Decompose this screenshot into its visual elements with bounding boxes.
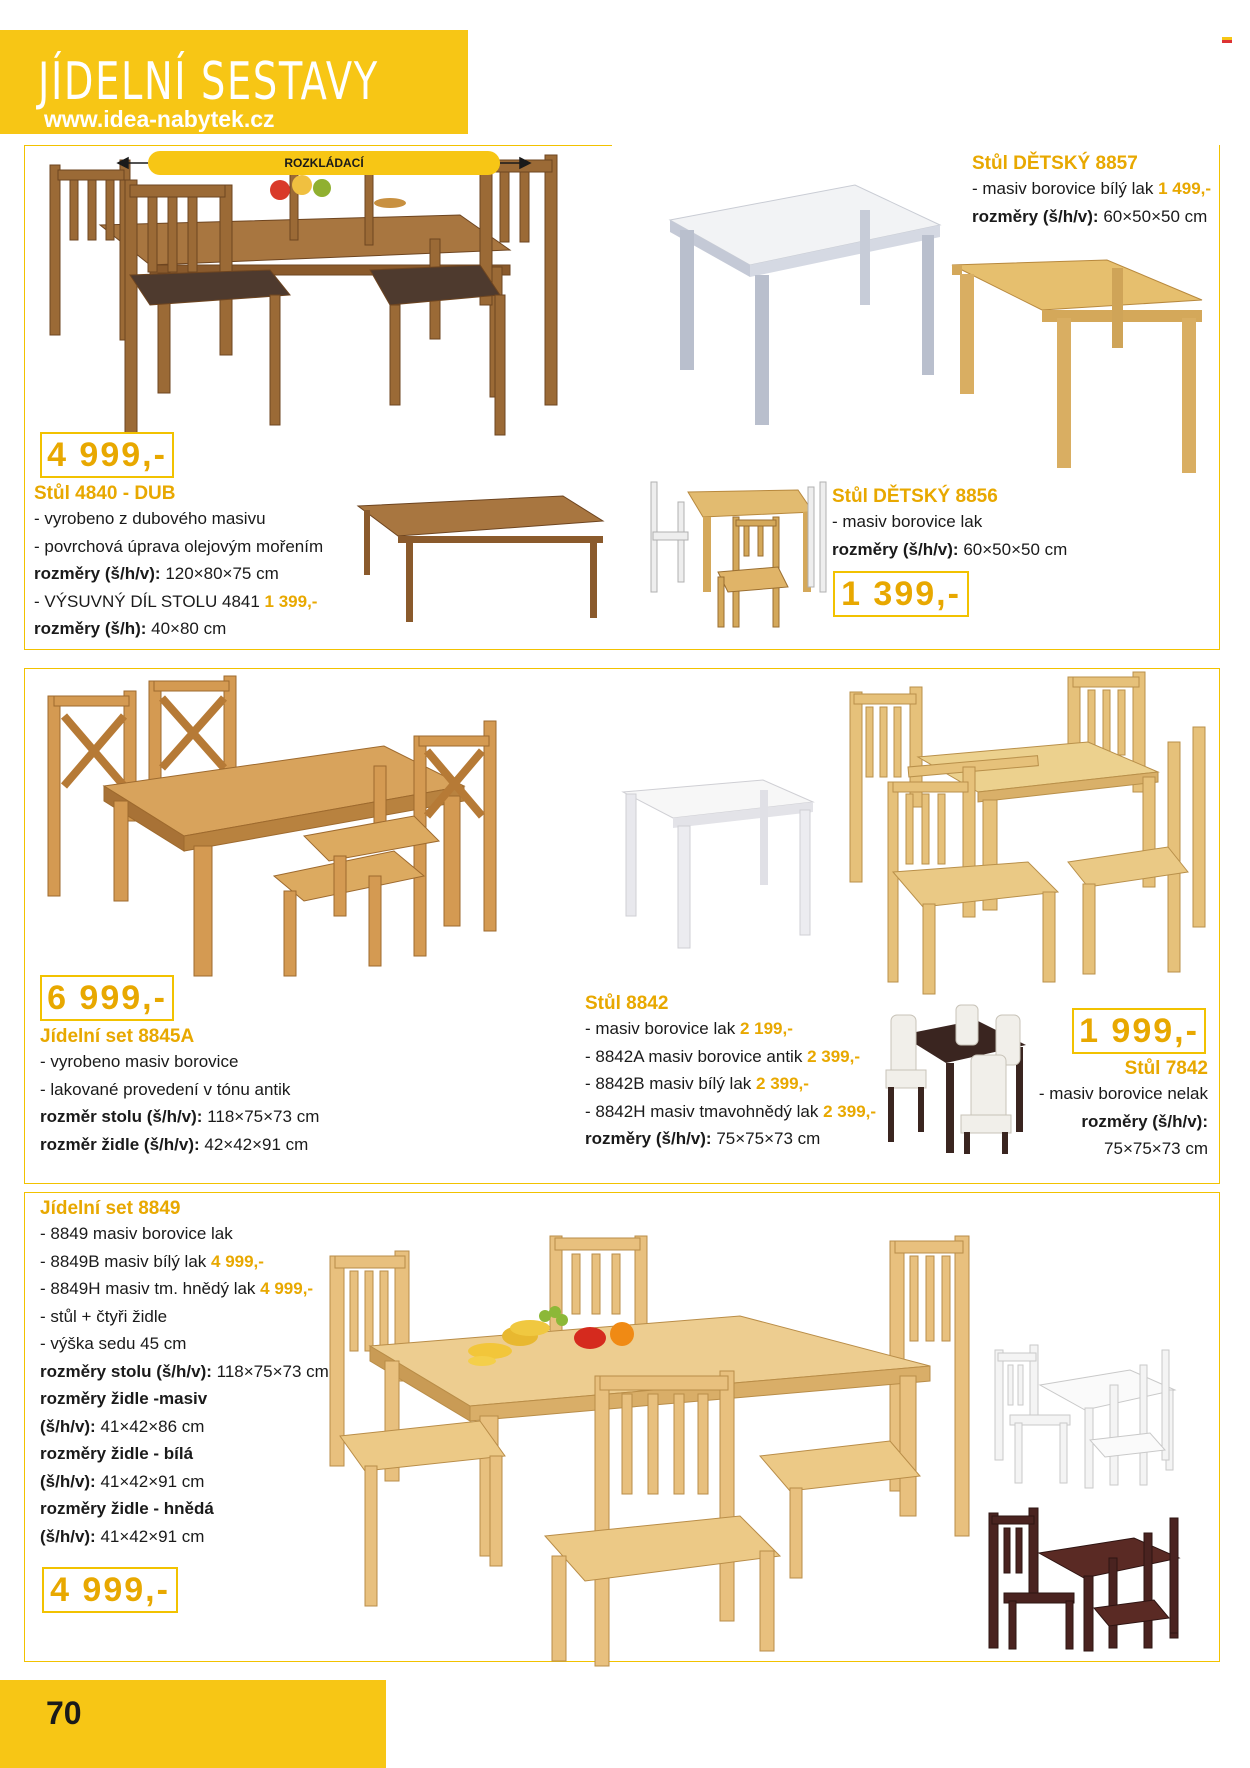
table-8842-white-image — [618, 780, 818, 952]
spec-line: - lakované provedení v tónu antik — [40, 1079, 291, 1099]
variant-price: 2 399,- — [807, 1046, 860, 1066]
variant-text: - 8842A masiv borovice antik — [585, 1046, 808, 1066]
flag-icon — [1222, 37, 1232, 43]
price-tag-7842: 1 999,- — [1072, 1008, 1206, 1054]
product-8842-info — [585, 993, 876, 1153]
chair-white-label — [40, 1440, 329, 1468]
product-8857-info — [972, 153, 1211, 230]
dining-set-8845A-image — [44, 676, 524, 976]
arrow-left-icon — [118, 157, 148, 169]
dining-set-7842-image — [848, 672, 1210, 1002]
page-number: 70 — [46, 1695, 82, 1731]
variant-line — [40, 1275, 329, 1303]
product-title: Jídelní set 8845A — [40, 1026, 195, 1047]
dims-value: 41×42×86 cm — [95, 1416, 205, 1436]
variant-text: - 8842B masiv bílý lak — [585, 1074, 757, 1093]
spec-line — [972, 175, 1211, 203]
variant-price: 2 399,- — [756, 1074, 809, 1093]
chair-brown-dims — [40, 1523, 329, 1551]
dining-set-8849-brown-image — [984, 1508, 1190, 1653]
extension-label: - VÝSUVNÝ DÍL STOLU 4841 — [34, 591, 265, 611]
dimensions — [585, 1125, 876, 1153]
variant-line — [585, 1015, 876, 1043]
variant-line — [585, 1098, 876, 1126]
dims-label: rozměry (š/h): — [34, 619, 147, 638]
dims-label: rozměry (š/h/v): — [832, 539, 959, 559]
spec-line: - vyrobeno masiv borovice — [40, 1052, 239, 1071]
dims-value: 41×42×91 cm — [95, 1526, 205, 1546]
dims-label: rozměry (š/h/v): — [585, 1129, 712, 1148]
dims-value: 118×75×73 cm — [211, 1361, 329, 1381]
dims-value: 118×75×73 cm — [202, 1107, 320, 1126]
variant-line — [585, 1070, 876, 1098]
product-title: Jídelní set 8849 — [40, 1198, 181, 1219]
kids-set-8856-image — [648, 482, 828, 632]
variant-line — [40, 1248, 329, 1276]
variant-price: 4 999,- — [260, 1279, 314, 1298]
dimensions — [972, 203, 1211, 231]
dims-label: rozměry (š/h/v): — [1081, 1111, 1208, 1131]
variant-price: 2 199,- — [739, 1019, 793, 1038]
chair-dimensions — [40, 1131, 319, 1159]
dims-label: rozměry (š/h/v): — [972, 206, 1099, 226]
kids-table-8857-image — [660, 185, 940, 430]
spec-line: - masiv borovice lak — [832, 512, 983, 531]
dims-value: 120×80×75 cm — [160, 564, 279, 583]
dims-value: 60×50×50 cm — [958, 539, 1068, 559]
frame-top-edge — [24, 145, 612, 146]
dining-set-8849-image — [330, 1236, 970, 1666]
extension-line — [34, 588, 323, 616]
spec-line: - vyrobeno z dubového masivu — [34, 509, 266, 528]
chair-white-dims — [40, 1468, 329, 1496]
variant-text: - 8842H masiv tmavohnědý lak — [585, 1101, 824, 1121]
variant-price: 4 999,- — [211, 1251, 264, 1271]
variant-line: - 8849 masiv borovice lak — [40, 1224, 233, 1243]
extension-dimensions — [34, 615, 323, 643]
product-8856-info — [832, 486, 1067, 563]
extension-price: 1 399,- — [264, 591, 318, 611]
chair-brown-label — [40, 1495, 329, 1523]
dims-label: (š/h/v): — [40, 1526, 96, 1546]
dims-label: rozměry židle -masiv — [40, 1389, 208, 1408]
product-title: Stůl 7842 — [1124, 1058, 1208, 1079]
dimensions — [34, 560, 323, 588]
spec-line: - povrchová úprava olejovým mořením — [34, 536, 324, 556]
product-8849-info — [40, 1198, 329, 1550]
dims-value: 75×75×73 cm — [711, 1129, 821, 1148]
variant-text: - masiv borovice lak — [585, 1019, 740, 1038]
spec-line: - stůl + čtyři židle — [40, 1306, 168, 1326]
dims-value: 41×42×91 cm — [95, 1471, 205, 1491]
chair-masiv-dims — [40, 1413, 329, 1441]
arrow-right-icon — [500, 157, 530, 169]
variant-text: - 8849H masiv tm. hnědý lak — [40, 1279, 261, 1298]
product-4840-info — [34, 483, 323, 643]
dims-label: rozměry židle - bílá — [40, 1444, 194, 1463]
spec-line: - výška sedu 45 cm — [40, 1334, 187, 1353]
price-tag-8856: 1 399,- — [833, 571, 969, 617]
table-dimensions — [40, 1103, 319, 1131]
product-title: Stůl 8842 — [585, 993, 669, 1014]
variant-price: 2 399,- — [823, 1101, 877, 1121]
dining-set-4840-image — [40, 155, 600, 465]
product-title: Stůl DĚTSKÝ 8856 — [832, 486, 998, 507]
dining-set-8849-white-image — [990, 1345, 1190, 1495]
dims-label: rozměry (š/h/v): — [34, 564, 161, 583]
chair-masiv-label — [40, 1385, 329, 1413]
product-title: Stůl DĚTSKÝ 8857 — [972, 153, 1138, 174]
dims-label: (š/h/v): — [40, 1471, 96, 1491]
dimensions-label — [1000, 1108, 1208, 1136]
kids-table-natural-image — [952, 260, 1202, 480]
dims-label: rozměry stolu (š/h/v): — [40, 1361, 212, 1381]
dims-value: 40×80 cm — [146, 619, 227, 638]
dims-label: (š/h/v): — [40, 1416, 96, 1436]
dims-label: rozměry židle - hnědá — [40, 1499, 214, 1518]
dimensions — [832, 536, 1067, 564]
table-4840-extended-image — [358, 496, 603, 626]
variant-line — [585, 1043, 876, 1071]
product-7842-info — [1000, 1058, 1208, 1163]
dims-value: 60×50×50 cm — [1098, 206, 1208, 226]
dims-label: rozměr židle (š/h/v): — [40, 1134, 200, 1154]
extendable-badge: ROZKLÁDACÍ — [148, 151, 500, 175]
variant-text: - 8849B masiv bílý lak — [40, 1251, 212, 1271]
dimensions-value: 75×75×73 cm — [1104, 1139, 1208, 1158]
price-tag-4840: 4 999,- — [40, 432, 174, 478]
website-url[interactable]: www.idea-nabytek.cz — [44, 106, 275, 132]
product-title: Stůl 4840 - DUB — [34, 483, 176, 504]
spec-line: - masiv borovice nelak — [1038, 1084, 1208, 1103]
table-dimensions — [40, 1358, 329, 1386]
page-title: JÍDELNÍ SESTAVY — [38, 52, 379, 112]
spec-text: - masiv borovice bílý lak — [972, 179, 1159, 198]
spec-price: 1 499,- — [1158, 179, 1212, 198]
dims-label: rozměr stolu (š/h/v): — [40, 1107, 203, 1126]
price-tag-8845A: 6 999,- — [40, 975, 174, 1021]
product-8845A-info — [40, 1026, 319, 1158]
dims-value: 42×42×91 cm — [199, 1134, 309, 1154]
price-tag-8849: 4 999,- — [42, 1567, 178, 1613]
